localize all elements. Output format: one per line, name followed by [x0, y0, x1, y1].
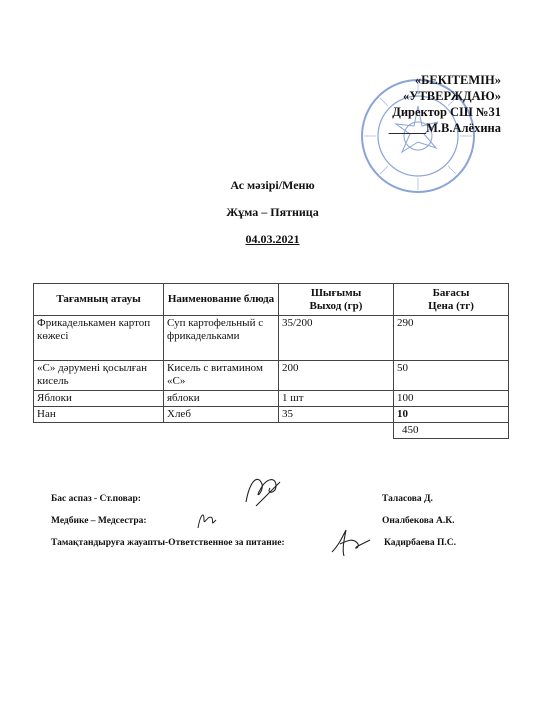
- signature-role-responsible: Тамақтандыруға жауапты-Ответственное за питание:: [51, 538, 285, 548]
- dish-yield: 1 шт: [279, 391, 394, 407]
- table-row: [34, 361, 509, 391]
- table-row: [34, 407, 509, 423]
- dish-price: 10: [394, 407, 509, 423]
- director-name: М.В.Алёхина: [426, 121, 501, 135]
- signature-blank: ______: [388, 121, 427, 135]
- director-title: Директор СШ №31: [392, 105, 501, 119]
- approval-block: [389, 72, 501, 136]
- dish-price: 100: [394, 391, 509, 407]
- header-ru-name: Наименование блюда: [164, 284, 279, 316]
- dish-yield: 35: [279, 407, 394, 423]
- approval-kz: «БЕКІТЕМІН»: [414, 73, 501, 87]
- table-row: [34, 316, 509, 361]
- chef-signature: [236, 470, 286, 510]
- header-yield: [279, 284, 394, 316]
- menu-date: 04.03.2021: [245, 232, 300, 246]
- dish-price: 50: [394, 361, 509, 391]
- menu-day: Жұма – Пятница: [226, 205, 319, 219]
- dish-ru: Кисель с витамином «С»: [164, 361, 279, 391]
- menu-table: [33, 283, 509, 439]
- empty-cell: [164, 423, 279, 439]
- total-price: 450: [394, 423, 509, 439]
- signature-name-responsible: Кадирбаева П.С.: [384, 538, 457, 548]
- signature-role-nurse: Медбике – Медсестра:: [51, 516, 147, 526]
- table-total-row: [34, 423, 509, 439]
- signature-role-chef: Бас аспаз - Ст.повар:: [51, 494, 141, 504]
- dish-ru: яблоки: [164, 391, 279, 407]
- table-header-row: [34, 284, 509, 316]
- dish-kz: Нан: [34, 407, 164, 423]
- header-price: [394, 284, 509, 316]
- header-yield-kz: Шығымы: [310, 286, 362, 299]
- dish-kz: Яблоки: [34, 391, 164, 407]
- signature-name-chef: Таласова Д.: [382, 494, 433, 504]
- menu-title: Ас мәзірі/Меню: [230, 178, 315, 192]
- nurse-signature: [192, 506, 222, 532]
- header-kz-name: Тағамның атауы: [34, 284, 164, 316]
- dish-kz: «С» дәрумені қосылған кисель: [34, 361, 164, 391]
- signature-name-nurse: Оналбекова А.К.: [382, 516, 455, 526]
- dish-yield: 35/200: [279, 316, 394, 361]
- empty-cell: [34, 423, 164, 439]
- dish-yield: 200: [279, 361, 394, 391]
- approval-ru: «УТВЕРЖДАЮ»: [403, 89, 501, 103]
- header-price-ru: Цена (тг): [428, 299, 474, 312]
- dish-ru: Суп картофельный с фрикадельками: [164, 316, 279, 361]
- dish-price: 290: [394, 316, 509, 361]
- dish-ru: Хлеб: [164, 407, 279, 423]
- responsible-signature: [328, 526, 374, 560]
- director-name-line: [389, 120, 501, 136]
- empty-cell: [279, 423, 394, 439]
- header-yield-ru: Выход (гр): [309, 299, 363, 312]
- dish-kz: Фрикаделькамен картоп көжесі: [34, 316, 164, 361]
- header-price-kz: Бағасы: [432, 286, 470, 299]
- table-row: [34, 391, 509, 407]
